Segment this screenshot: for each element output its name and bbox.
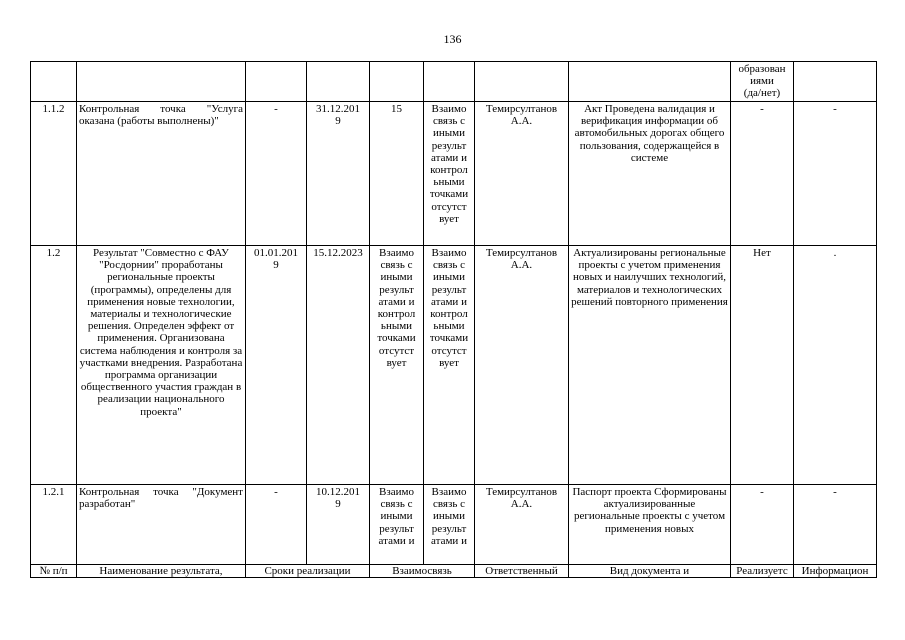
cell-name: Контрольная точка "Документ разработан" <box>77 485 246 565</box>
cell-info: - <box>794 102 877 246</box>
header-terms: Сроки реализации <box>246 565 370 578</box>
cell-start <box>246 62 307 102</box>
table-row <box>31 62 877 102</box>
cell-document: Акт Проведена валидация и верификация информации об автомобильных дорогах общего пользования, содержащейся в системе <box>569 102 731 246</box>
cell-num: 1.2.1 <box>31 485 77 565</box>
cell-info: . <box>794 246 877 485</box>
cell-num <box>31 62 77 102</box>
cell-link-1: Взаимо связь с иными результ атами и контрол ьными точками отсутст вует <box>370 246 424 485</box>
cell-duration: 15 <box>370 102 424 246</box>
cell-responsible: Темирсултанов А.А. <box>475 485 569 565</box>
cell-link: Взаимо связь с иными результ атами и контрол ьными точками отсутст вует <box>424 102 475 246</box>
cell-link-2: Взаимо связь с иными результ атами и контрол ьными точками отсутст вует <box>424 246 475 485</box>
cell-responsible: Темирсултанов А.А. <box>475 102 569 246</box>
cell-duration <box>370 62 424 102</box>
cell-implemented: образован иями (да/нет) <box>731 62 794 102</box>
cell-start: - <box>246 485 307 565</box>
cell-info <box>794 62 877 102</box>
cell-end: 10.12.201 9 <box>307 485 370 565</box>
header-responsible: Ответственный <box>475 565 569 578</box>
header-document: Вид документа и <box>569 565 731 578</box>
results-table <box>30 61 877 578</box>
table-row <box>31 485 877 565</box>
cell-link <box>424 62 475 102</box>
cell-end: 31.12.201 9 <box>307 102 370 246</box>
cell-responsible <box>475 62 569 102</box>
cell-responsible: Темирсултанов А.А. <box>475 246 569 485</box>
cell-name: Результат "Совместно с ФАУ "Росдорнии" проработаны региональные проекты (программы), определены для применения новые технологии, материалы и технологические решения. Определен эффект от применения. Организована система наблюдения и контроля за участками внедрения. Разработана программа организации общественного участия граждан в реализации национального проекта" <box>77 246 246 485</box>
cell-document: Паспорт проекта Сформированы актуализированные региональные проекты с учетом применения новых <box>569 485 731 565</box>
cell-end: 15.12.2023 <box>307 246 370 485</box>
cell-implemented: Нет <box>731 246 794 485</box>
cell-num: 1.1.2 <box>31 102 77 246</box>
table-row <box>31 246 877 485</box>
page-number: 136 <box>443 32 462 46</box>
header-num: № п/п <box>31 565 77 578</box>
cell-link-1: Взаимо связь с иными результ атами и <box>370 485 424 565</box>
header-link: Взаимосвязь <box>370 565 475 578</box>
table-header-row <box>31 565 877 578</box>
cell-end <box>307 62 370 102</box>
cell-implemented: - <box>731 102 794 246</box>
table-row <box>31 102 877 246</box>
cell-document <box>569 62 731 102</box>
cell-name <box>77 62 246 102</box>
header-info: Информацион <box>794 565 877 578</box>
cell-link-2: Взаимо связь с иными результ атами и <box>424 485 475 565</box>
header-implemented: Реализуетс <box>731 565 794 578</box>
header-name: Наименование результата, <box>77 565 246 578</box>
cell-info: - <box>794 485 877 565</box>
cell-document: Актуализированы региональные проекты с учетом применения новых и наилучших технологий, материалов и технологических решений повторного применения <box>569 246 731 485</box>
cell-num: 1.2 <box>31 246 77 485</box>
cell-start: 01.01.201 9 <box>246 246 307 485</box>
cell-name: Контрольная точка "Услуга оказана (работы выполнены)" <box>77 102 246 246</box>
cell-start: - <box>246 102 307 246</box>
cell-implemented: - <box>731 485 794 565</box>
